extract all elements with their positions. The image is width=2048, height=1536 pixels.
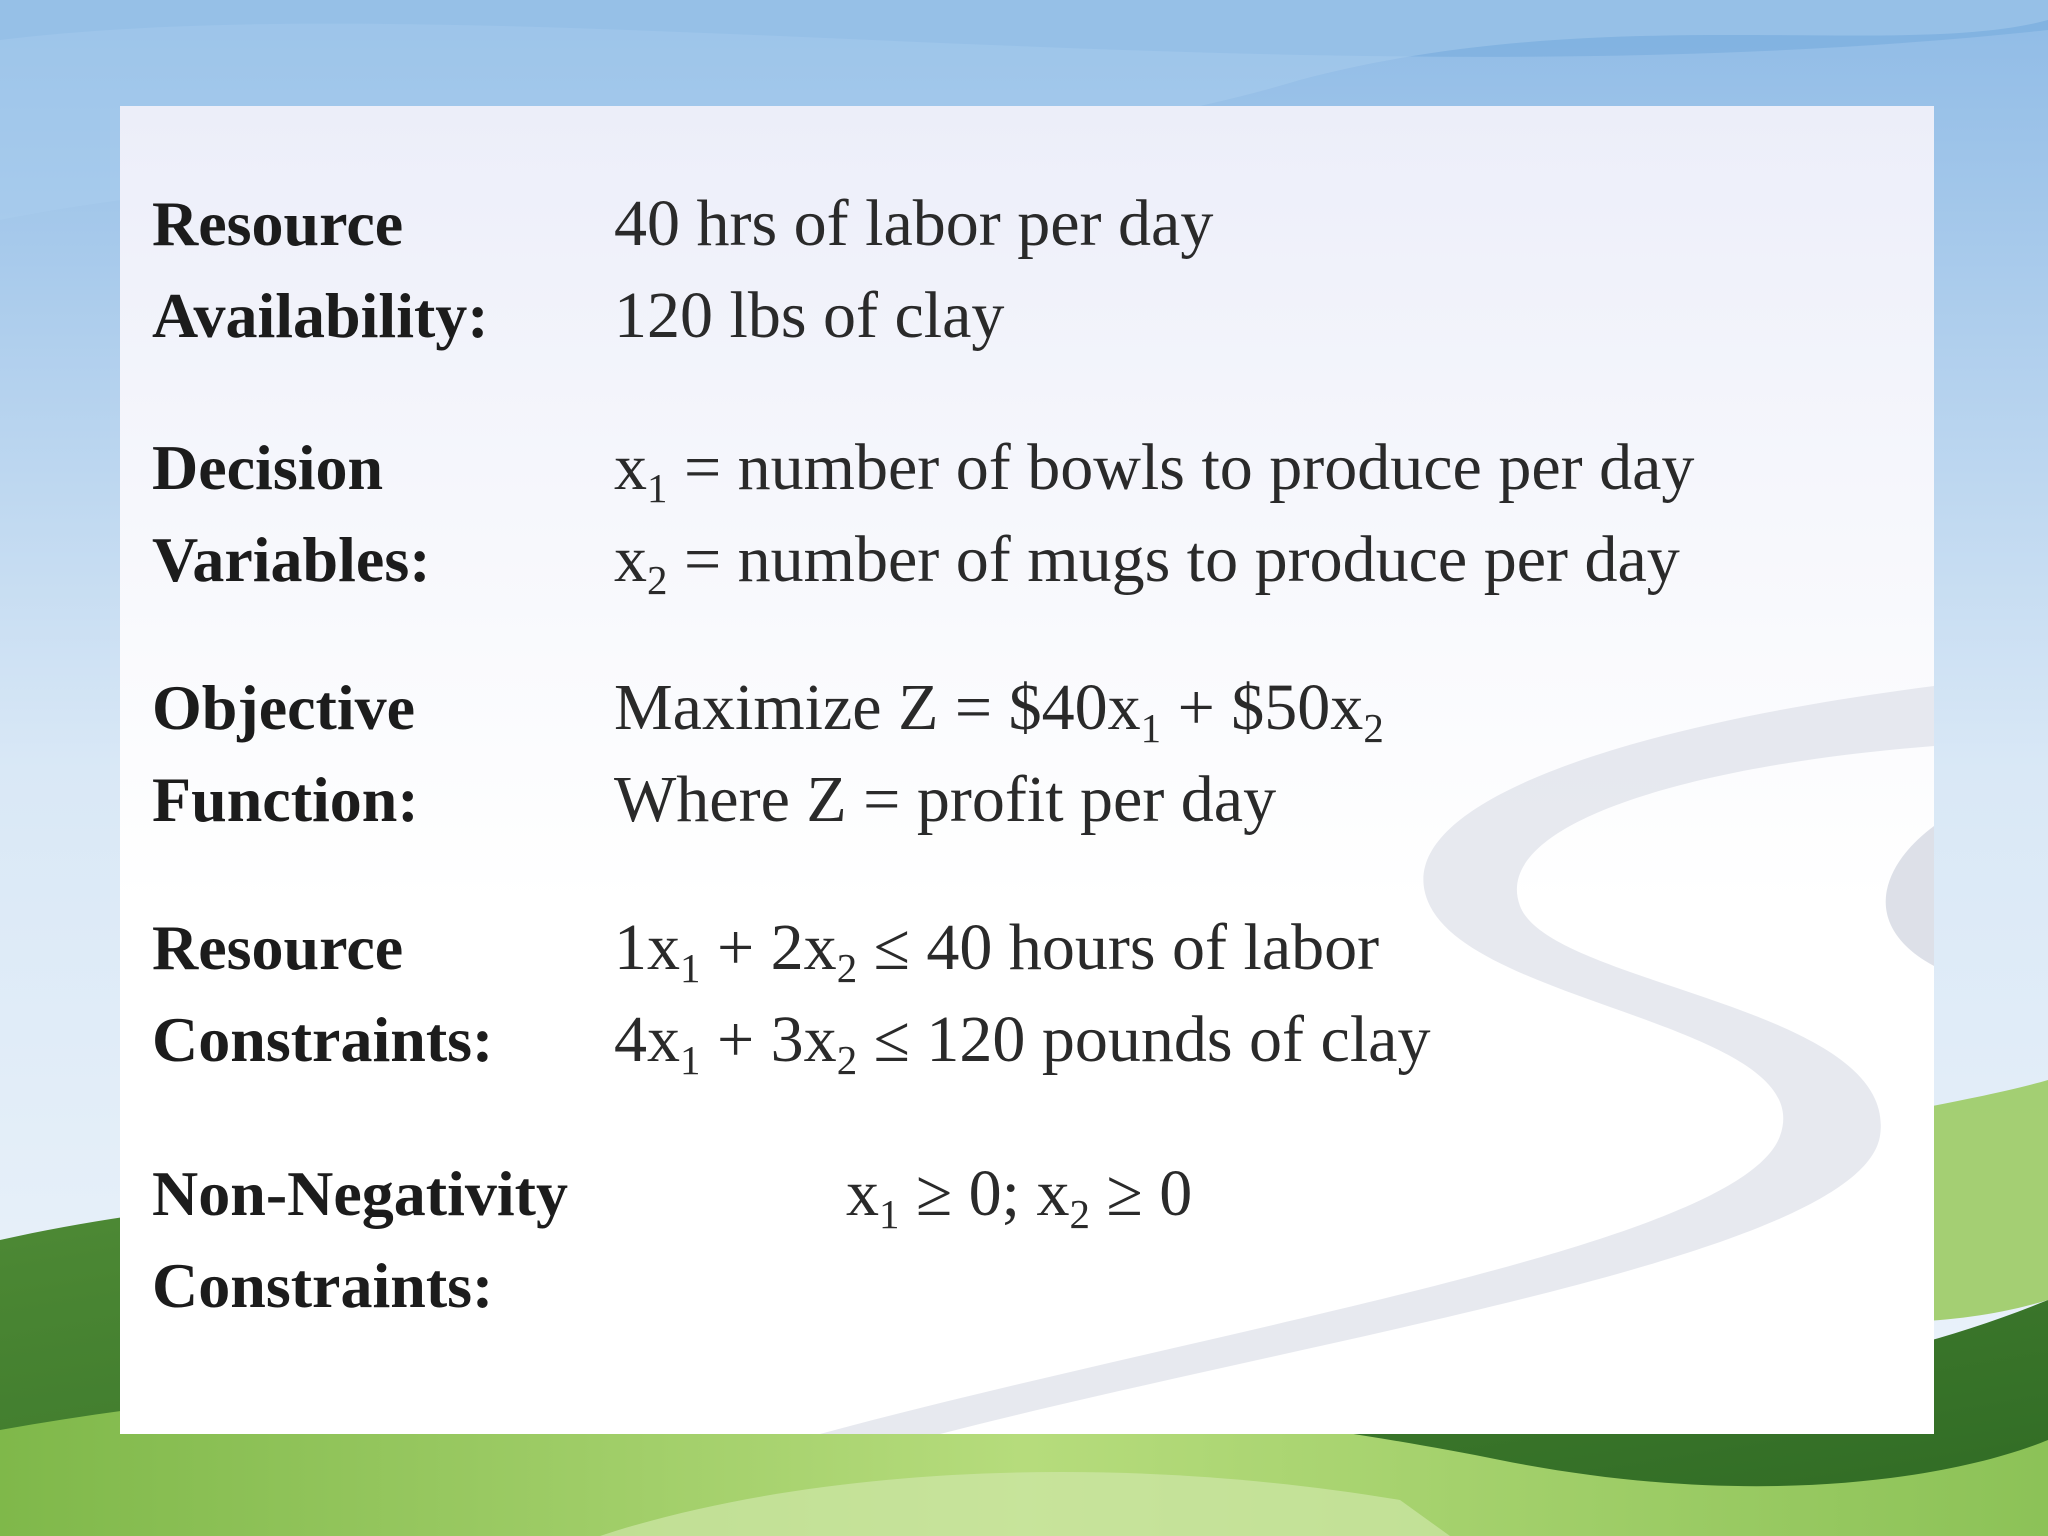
section-label [152,178,489,362]
objective-definition: Where Z = profit per day [614,763,1277,836]
section-content [614,422,1694,606]
non-negativity-constraint: $x_1 \ge 0$; $x_2 \ge 0$ [846,1157,1193,1238]
objective-equation: Maximize $Z = \$40x_1$ + $\$50x_2$ [614,671,1384,752]
label-line-1: Non-Negativity [152,1158,568,1229]
label-line-2: Availability: [152,280,489,351]
label-line-1: Objective [152,672,415,743]
section-content [614,178,1213,362]
clay-constraint: $4x_1 + 3x_2 \le 120$ pounds of clay [614,1003,1431,1084]
label-line-1: Resource [152,188,404,259]
section-label [152,662,419,846]
label-line-2: Constraints: [152,1250,494,1321]
clay-availability: 120 lbs of clay [614,279,1005,352]
labor-constraint: $1x_1 + 2x_2 \le 40$ hours of labor [614,911,1380,992]
content-panel [120,106,1934,1434]
variable-x2-definition: $x_2$ = number of mugs to produce per day [614,523,1680,604]
labor-availability: 40 hrs of labor per day [614,187,1214,260]
section-label [152,902,493,1086]
section-label [152,422,431,606]
label-line-2: Variables: [152,524,431,595]
section-content [846,1148,1192,1240]
label-line-1: Decision [152,432,384,503]
variable-x1-definition: $x_1$ = number of bowls to produce per day [614,431,1695,512]
label-line-2: Function: [152,764,419,835]
section-content [614,662,1384,846]
label-line-2: Constraints: [152,1004,494,1075]
section-content [614,902,1430,1086]
section-label [152,1148,568,1332]
label-line-1: Resource [152,912,404,983]
